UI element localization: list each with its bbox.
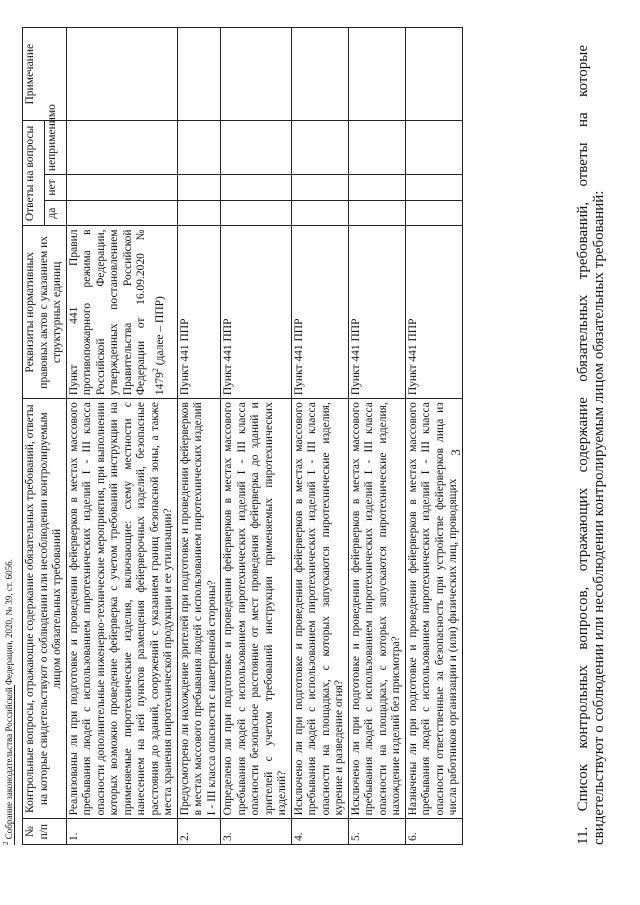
header-answers: Ответы на вопросы — [23, 121, 45, 226]
note-cell[interactable] — [66, 28, 177, 121]
checklist-table — [22, 27, 463, 845]
row-num: 4. — [291, 819, 348, 845]
row-requisites: Пункт 441 ППР — [348, 226, 405, 399]
row-requisites: Пункт 441 ППР — [177, 226, 221, 399]
row-num: 5. — [348, 819, 405, 845]
header-num: № п/п — [23, 819, 67, 845]
footnote: $^2$ Собрание законодательства Российской Федерации, 2020, № 39, ст. 6056. — [2, 559, 14, 845]
footnote-divider — [14, 685, 15, 845]
header-na: неприменимо — [44, 121, 66, 175]
row-num: 6. — [405, 819, 462, 845]
header-no: нет — [44, 175, 66, 201]
answer-no-cell[interactable] — [221, 175, 292, 201]
note-cell[interactable] — [348, 28, 405, 121]
row-question: Предусмотрено ли нахождение зрителей при подготовке и проведении фейерверков в местах массового пребывания людей с использованием пиротехнических изделий I - III класса опасности с наветренной стороны? — [177, 399, 221, 819]
answer-na-cell[interactable] — [66, 121, 177, 175]
note-cell[interactable] — [405, 28, 462, 121]
header-note: Примечание — [23, 28, 67, 121]
table-row — [66, 28, 177, 845]
answer-no-cell[interactable] — [66, 175, 177, 201]
header-question: Контрольные вопросы, отражающие содержание обязательных требований, ответы на которые свидетельствуют о соблюдении или несоблюдении контролируемым лицом обязательных требований — [23, 399, 67, 819]
table-row — [348, 28, 405, 845]
row-question: Реализованы ли при подготовке и проведении фейерверков в местах массового пребывания людей с использованием пиротехнических изделий I - III класса опасности дополнительные инженерно-технические мероприятия, при выполнении которых возможно проведение фейерверка с учетом требований инструкции на применяемые пиротехнические изделия, включающие: схему местности с нанесением на ней пунктов размещения фейерверочных изделий, безопасные расстояния до зданий, сооружений с указанием границ безопасной зоны, а также места хранения пиротехнической продукции и ее утилизации? — [66, 399, 177, 819]
header-yes: да — [44, 200, 66, 226]
table-row — [221, 28, 292, 845]
answer-yes-cell[interactable] — [291, 200, 348, 226]
row-question: Исключено ли при подготовке и проведении фейерверков в местах массового пребывания людей с использованием пиротехнических изделий I - III класса опасности на площадках, с которых запускаются пиротехнические изделия, нахождение изделий без присмотра? — [348, 399, 405, 819]
answer-yes-cell[interactable] — [66, 200, 177, 226]
table-row — [177, 28, 221, 845]
answer-no-cell[interactable] — [405, 175, 462, 201]
row-question: Назначены ли при подготовке и проведении фейерверков в местах массового пребывания людей с использованием пиротехнических изделий I - III класса опасности ответственные за безопасность при устройстве фейерверков лица из числа работников организации и (или) физических лиц, проводящих — [405, 399, 462, 819]
heading-line-2: свидетельствуют о соблюдении или несоблюдении контролируемым лицом обязательных требований: — [591, 190, 607, 845]
section-heading — [575, 45, 607, 845]
page-number: 3 — [448, 449, 463, 456]
note-cell[interactable] — [177, 28, 221, 121]
row-question: Исключено ли при подготовке и проведении фейерверков в местах массового пребывания людей с использованием пиротехнических изделий I - III класса опасности на площадках, с которых запускаются пиротехнические изделия, курение и разведение огня? — [291, 399, 348, 819]
answer-no-cell[interactable] — [291, 175, 348, 201]
note-cell[interactable] — [291, 28, 348, 121]
answer-yes-cell[interactable] — [177, 200, 221, 226]
answer-na-cell[interactable] — [405, 121, 462, 175]
row-num: 3. — [221, 819, 292, 845]
answer-yes-cell[interactable] — [405, 200, 462, 226]
answer-na-cell[interactable] — [291, 121, 348, 175]
answer-na-cell[interactable] — [221, 121, 292, 175]
note-cell[interactable] — [221, 28, 292, 121]
row-requisites: Пункт 441 ППР — [405, 226, 462, 399]
row-num: 1. — [66, 819, 177, 845]
row-num: 2. — [177, 819, 221, 845]
row-requisites: Пункт 441 ППР — [221, 226, 292, 399]
answer-na-cell[interactable] — [177, 121, 221, 175]
table-row — [291, 28, 348, 845]
header-requisites: Реквизиты нормативных правовых актов с указанием их структурных единиц — [23, 226, 67, 399]
answer-no-cell[interactable] — [177, 175, 221, 201]
row-requisites: Пункт 441 ППР — [291, 226, 348, 399]
answer-no-cell[interactable] — [348, 175, 405, 201]
row-question: Определено ли при подготовке и проведении фейерверков в местах массового пребывания людей с использованием пиротехнических изделий I - III класса опасности безопасное расстояние от мест проведения фейерверка до зданий и зрителей с учетом требований инструкции применяемых пиротехнических изделий? — [221, 399, 292, 819]
heading-line-1: 11. Список контрольных вопросов, отражающих содержание обязательных требований, ответы на которые — [575, 45, 591, 845]
answer-yes-cell[interactable] — [348, 200, 405, 226]
answer-na-cell[interactable] — [348, 121, 405, 175]
answer-yes-cell[interactable] — [221, 200, 292, 226]
row-requisites: Пункт 441 Правил противопожарного режима в Российской Федерации, утвержденных постановлением Правительства Российской Федерации от 16.09.2020 № 1479$^2$ (далее – ППР) — [66, 226, 177, 399]
table-row — [405, 28, 462, 845]
